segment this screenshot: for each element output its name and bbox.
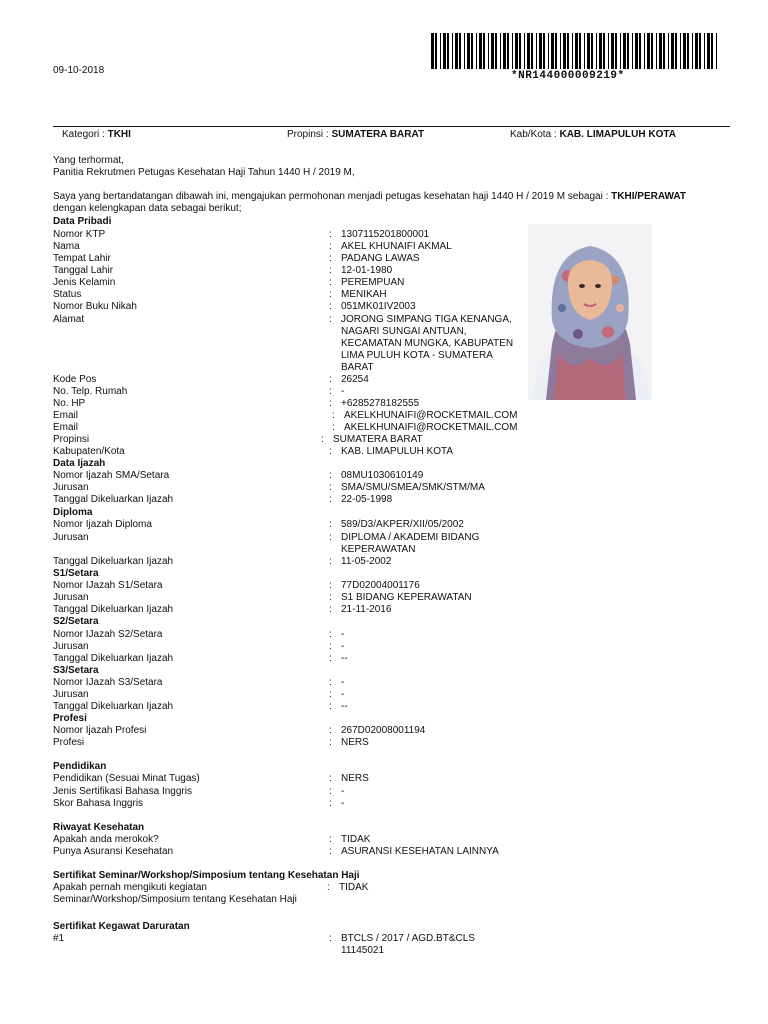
document-date: 09-10-2018: [53, 65, 105, 76]
field-label: Apakah anda merokok?: [53, 834, 159, 845]
field-value: KAB. LIMAPULUH KOTA: [341, 446, 454, 457]
field-colon: :: [329, 701, 332, 712]
field-colon: :: [329, 229, 332, 240]
field-value: MENIKAH: [341, 289, 387, 300]
field-label: Jurusan: [53, 641, 89, 652]
field-label: Nomor Ijazah Diploma: [53, 519, 152, 530]
field-value: 21-11-2016: [341, 604, 392, 615]
field-label: Tanggal Dikeluarkan Ijazah: [53, 653, 174, 664]
field-label: Kabupaten/Kota: [53, 446, 125, 457]
field-value: -: [341, 689, 345, 700]
field-label: #1: [53, 933, 65, 944]
field-label: Jurusan: [53, 592, 89, 603]
field-label: Tanggal Dikeluarkan Ijazah: [53, 701, 174, 712]
field-value: BTCLS / 2017 / AGD.BT&CLS: [341, 933, 475, 944]
recipient: Panitia Rekrutmen Petugas Kesehatan Haji Tahun 1440 H / 2019 M,: [53, 167, 355, 178]
field-label: Jurusan: [53, 532, 89, 543]
field-label: No. Telp. Rumah: [53, 386, 128, 397]
kategori-label: Kategori :: [62, 129, 108, 140]
field-value: 11145021: [341, 945, 385, 956]
kategori-field: [62, 129, 131, 141]
field-label: Nomor IJazah S2/Setara: [53, 629, 163, 640]
field-label: Email: [53, 422, 79, 433]
field-value: KEPERAWATAN: [341, 544, 416, 555]
field-value: 267D02008001194: [341, 725, 426, 736]
field-colon: :: [329, 641, 332, 652]
field-label: Nama: [53, 241, 80, 252]
greeting: Yang terhormat,: [53, 155, 124, 166]
field-value: -: [341, 798, 345, 809]
section-data-pribadi: Data Pribadi: [53, 216, 112, 227]
field-label: No. HP: [53, 398, 86, 409]
field-label: Tanggal Dikeluarkan Ijazah: [53, 556, 174, 567]
section-s1: S1/Setara: [53, 568, 99, 579]
field-label: Email: [53, 410, 79, 421]
field-colon: :: [329, 798, 332, 809]
field-value: TIDAK: [339, 882, 369, 893]
field-colon: :: [329, 289, 332, 300]
field-value: S1 BIDANG KEPERAWATAN: [341, 592, 472, 603]
field-value: +6285278182555: [341, 398, 420, 409]
field-value: SMA/SMU/SMEA/SMK/STM/MA: [341, 482, 485, 493]
kabkota-field: [510, 129, 676, 141]
field-label: Jenis Kelamin: [53, 277, 116, 288]
field-colon: :: [329, 725, 332, 736]
field-label: Nomor IJazah S1/Setara: [53, 580, 163, 591]
field-value: DIPLOMA / AKADEMI BIDANG: [341, 532, 480, 543]
field-colon: :: [329, 398, 332, 409]
field-value: -: [341, 629, 345, 640]
field-colon: :: [329, 241, 332, 252]
role-value: TKHI/PERAWAT: [611, 191, 686, 202]
field-label: Nomor Buku Nikah: [53, 301, 137, 312]
field-colon: :: [329, 677, 332, 688]
field-label: Jurusan: [53, 482, 89, 493]
field-colon: :: [329, 374, 332, 385]
field-colon: :: [329, 773, 332, 784]
applicant-photo: [528, 224, 652, 400]
field-value: PEREMPUAN: [341, 277, 405, 288]
section-sertifikat-seminar: Sertifikat Seminar/Workshop/Simposium tentang Kesehatan Haji: [53, 870, 360, 881]
section-data-ijazah: Data Ijazah: [53, 458, 106, 469]
propinsi-value: SUMATERA BARAT: [331, 129, 425, 140]
field-value: TIDAK: [341, 834, 371, 845]
field-value: PADANG LAWAS: [341, 253, 420, 264]
field-value: JORONG SIMPANG TIGA KENANGA,: [341, 314, 512, 325]
field-colon: :: [329, 446, 332, 457]
field-value: 08MU1030610149: [341, 470, 424, 481]
field-label: Nomor Ijazah SMA/Setara: [53, 470, 170, 481]
field-value: NERS: [341, 737, 369, 748]
section-riwayat: Riwayat Kesehatan: [53, 822, 145, 833]
applicant-photo-image: [528, 224, 652, 400]
section-diploma: Diploma: [53, 507, 93, 518]
field-colon: :: [329, 519, 332, 530]
propinsi-field: [287, 129, 424, 141]
field-value: -: [341, 641, 345, 652]
field-value: 051MK01IV2003: [341, 301, 416, 312]
field-value: BARAT: [341, 362, 374, 373]
field-value: --: [341, 701, 348, 712]
field-colon: :: [329, 277, 332, 288]
field-colon: :: [329, 265, 332, 276]
field-colon: :: [329, 314, 332, 325]
field-colon: :: [332, 422, 335, 433]
field-colon: :: [329, 580, 332, 591]
field-colon: :: [329, 482, 332, 493]
field-label: Nomor IJazah S3/Setara: [53, 677, 163, 688]
propinsi-label: Propinsi :: [287, 129, 332, 140]
intro-letter: [53, 155, 723, 215]
barcode-number: *NR144000009219*: [511, 70, 625, 82]
field-value: 12-01-1980: [341, 265, 393, 276]
field-label: Nomor Ijazah Profesi: [53, 725, 147, 736]
field-colon: :: [321, 434, 324, 445]
field-value: 77D02004001176: [341, 580, 420, 591]
field-label: Profesi: [53, 737, 85, 748]
field-value: SUMATERA BARAT: [333, 434, 423, 445]
kabkota-label: Kab/Kota :: [510, 129, 560, 140]
kabkota-value: KAB. LIMAPULUH KOTA: [559, 129, 676, 140]
field-colon: :: [329, 470, 332, 481]
field-value: 1307115201800001: [341, 229, 430, 240]
field-colon: :: [329, 604, 332, 615]
field-label: Seminar/Workshop/Simposium tentang Kesehatan Haji: [53, 894, 297, 905]
field-colon: :: [329, 592, 332, 603]
field-value: AKELKHUNAIFI@ROCKETMAIL.COM: [344, 410, 518, 421]
field-label: Apakah pernah mengikuti kegiatan: [53, 882, 207, 893]
field-label: Alamat: [53, 314, 85, 325]
field-label: Propinsi: [53, 434, 90, 445]
field-value: --: [341, 653, 348, 664]
section-sertifikat-kegawat: Sertifikat Kegawat Daruratan: [53, 921, 190, 932]
section-s2: S2/Setara: [53, 616, 99, 627]
field-value: NERS: [341, 773, 369, 784]
field-colon: :: [332, 410, 335, 421]
field-colon: :: [329, 556, 332, 567]
field-colon: :: [329, 386, 332, 397]
field-colon: :: [329, 253, 332, 264]
section-profesi: Profesi: [53, 713, 87, 724]
field-value: -: [341, 677, 345, 688]
field-value: AKEL KHUNAIFI AKMAL: [341, 241, 452, 252]
field-colon: :: [329, 786, 332, 797]
field-label: Tanggal Dikeluarkan Ijazah: [53, 494, 174, 505]
section-s3: S3/Setara: [53, 665, 99, 676]
header-rule: [53, 126, 730, 127]
field-colon: :: [327, 882, 330, 893]
field-label: Tanggal Lahir: [53, 265, 114, 276]
kategori-value: TKHI: [107, 129, 131, 140]
field-label: Pendidikan (Sesuai Minat Tugas): [53, 773, 200, 784]
statement-text: Saya yang bertandatangan dibawah ini, mengajukan permohonan menjadi petugas kesehatan haji 1440 H / 2019 M sebagai :: [53, 191, 612, 202]
field-colon: :: [329, 494, 332, 505]
field-label: Status: [53, 289, 82, 300]
field-label: Tanggal Dikeluarkan Ijazah: [53, 604, 174, 615]
section-pendidikan: Pendidikan: [53, 761, 107, 772]
statement-continuation: dengan kelengkapan data sebagai berikut;: [53, 203, 242, 214]
field-colon: :: [329, 846, 332, 857]
field-label: Nomor KTP: [53, 229, 106, 240]
field-label: Skor Bahasa Inggris: [53, 798, 144, 809]
field-colon: :: [329, 653, 332, 664]
field-colon: :: [329, 933, 332, 944]
field-value: NAGARI SUNGAI ANTUAN,: [341, 326, 467, 337]
field-value: -: [341, 386, 345, 397]
field-colon: :: [329, 834, 332, 845]
field-value: ASURANSI KESEHATAN LAINNYA: [341, 846, 499, 857]
statement: [53, 191, 723, 203]
field-colon: :: [329, 629, 332, 640]
field-value: AKELKHUNAIFI@ROCKETMAIL.COM: [344, 422, 518, 433]
field-value: -: [341, 786, 345, 797]
barcode-bars: [431, 33, 717, 69]
field-label: Kode Pos: [53, 374, 97, 385]
field-value: 11-05-2002: [341, 556, 392, 567]
field-value: LIMA PULUH KOTA - SUMATERA: [341, 350, 493, 361]
field-colon: :: [329, 737, 332, 748]
field-label: Jurusan: [53, 689, 89, 700]
field-colon: :: [329, 301, 332, 312]
field-colon: :: [329, 532, 332, 543]
field-value: 589/D3/AKPER/XII/05/2002: [341, 519, 464, 530]
field-colon: :: [329, 689, 332, 700]
field-value: KECAMATAN MUNGKA, KABUPATEN: [341, 338, 514, 349]
field-label: Tempat Lahir: [53, 253, 111, 264]
field-label: Punya Asuransi Kesehatan: [53, 846, 174, 857]
field-value: 26254: [341, 374, 369, 385]
barcode: [431, 33, 719, 87]
field-label: Jenis Sertifikasi Bahasa Inggris: [53, 786, 192, 797]
field-value: 22-05-1998: [341, 494, 393, 505]
